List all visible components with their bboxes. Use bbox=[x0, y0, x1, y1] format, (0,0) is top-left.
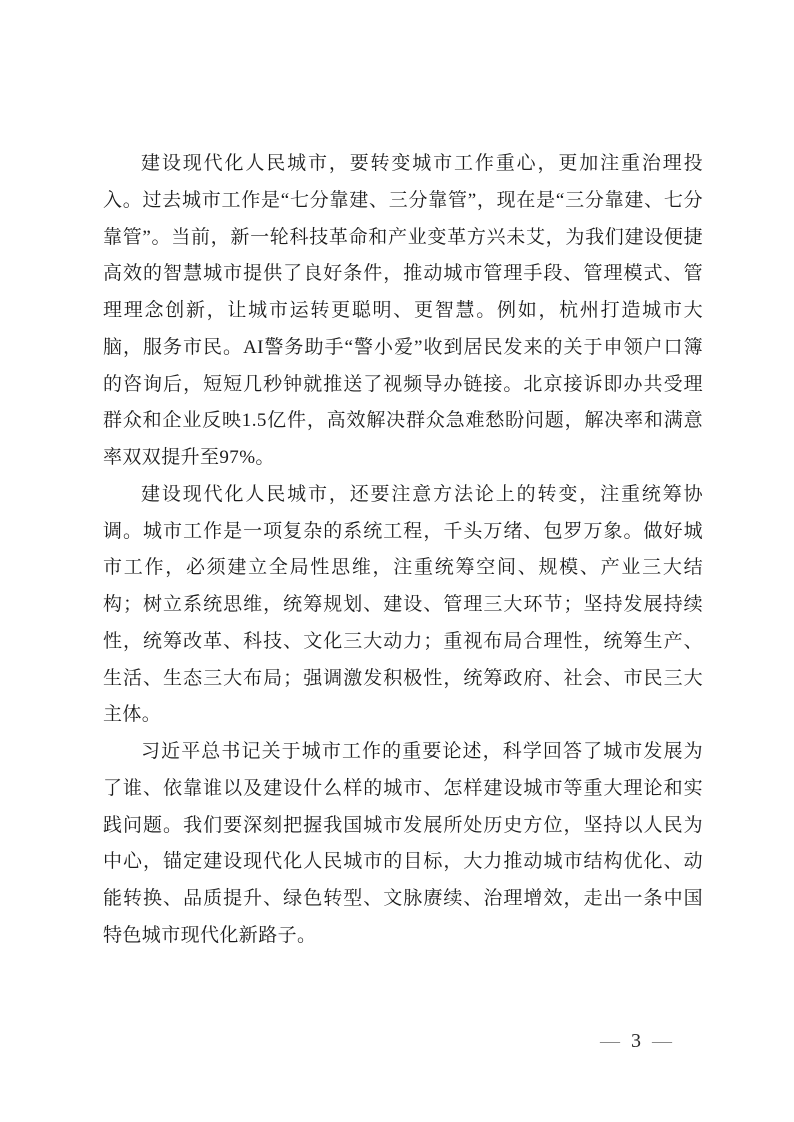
page-number-value: 3 bbox=[631, 1030, 641, 1052]
page-number-right-dash: — bbox=[652, 1030, 672, 1052]
document-body bbox=[103, 146, 703, 955]
body-paragraph: 建设现代化人民城市，要转变城市工作重心，更加注重治理投入。过去城市工作是“七分靠建、三分靠管”，现在是“三分靠建、七分靠管”。当前，新一轮科技革命和产业变革方兴未艾，为我们建设便捷高效的智慧城市提供了良好条件，推动城市管理手段、管理模式、管理理念创新，让城市运转更聪明、更智慧。例如，杭州打造城市大脑，服务市民。AI警务助手“警小爱”收到居民发来的关于申领户口簿的咨询后，短短几秒钟就推送了视频导办链接。北京接诉即办共受理群众和企业反映1.5亿件，高效解决群众急难愁盼问题，解决率和满意率双双提升至97%。 bbox=[103, 153, 703, 468]
page-number bbox=[566, 1029, 706, 1053]
body-paragraph: 建设现代化人民城市，还要注意方法论上的转变，注重统筹协调。城市工作是一项复杂的系统工程，千头万绪、包罗万象。做好城市工作，必须建立全局性思维，注重统筹空间、规模、产业三大结构；树立系统思维，统筹规划、建设、管理三大环节；坚持发展持续性，统筹改革、科技、文化三大动力；重视布局合理性，统筹生产、生活、生态三大布局；强调激发积极性，统筹政府、社会、市民三大主体。 bbox=[103, 483, 703, 726]
body-paragraph: 习近平总书记关于城市工作的重要论述，科学回答了城市发展为了谁、依靠谁以及建设什么样的城市、怎样建设城市等重大理论和实践问题。我们要深刻把握我国城市发展所处历史方位，坚持以人民为中心，锚定建设现代化人民城市的目标，大力推动城市结构优化、动能转换、品质提升、绿色转型、文脉赓续、治理增效，走出一条中国特色城市现代化新路子。 bbox=[103, 741, 703, 946]
page-number-left-dash: — bbox=[600, 1030, 620, 1052]
